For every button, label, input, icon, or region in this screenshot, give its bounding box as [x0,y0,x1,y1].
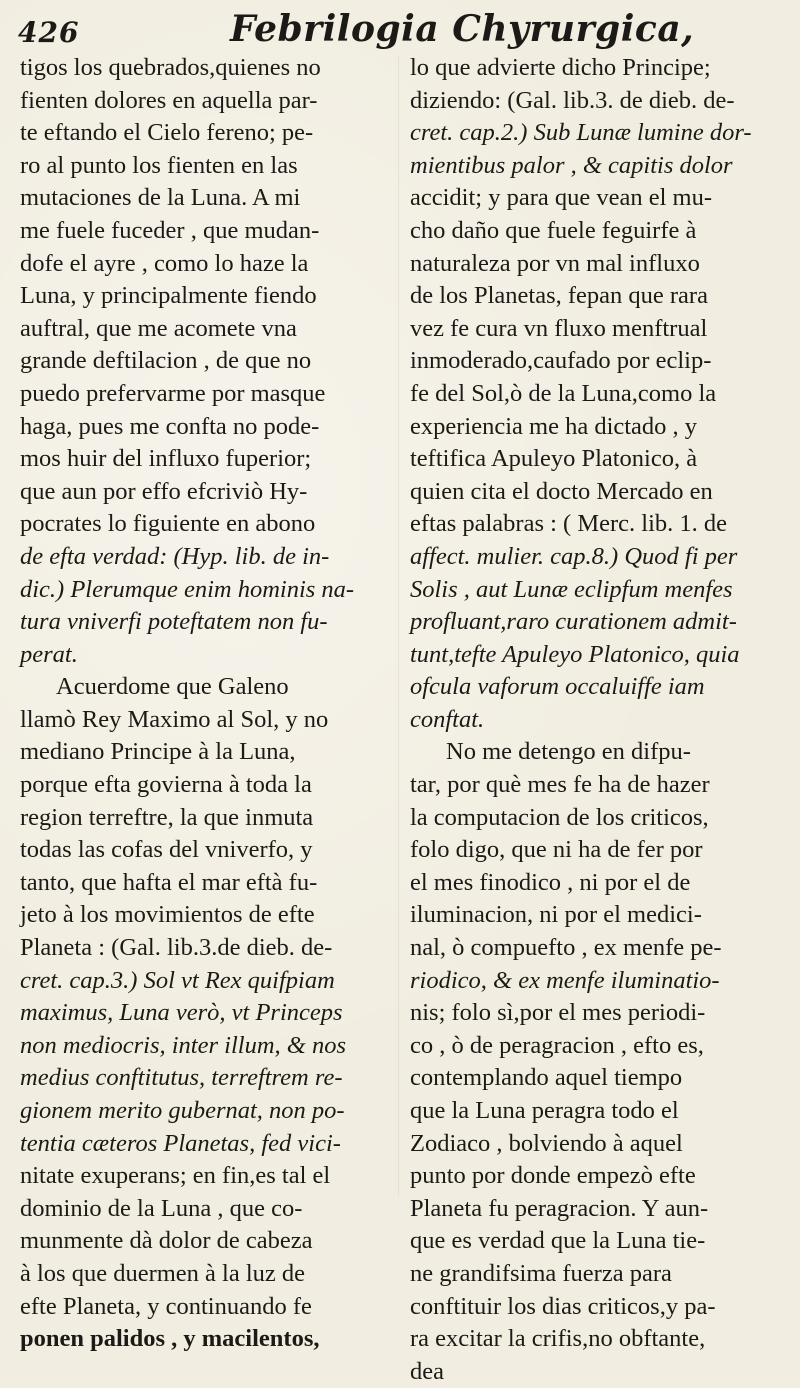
text-line: folo digo, que ni ha de fer por [410,836,703,864]
text-line: de efta verdad: (Hyp. lib. de in- [20,542,330,570]
text-line: de los Planetas, fepan que rara [410,282,708,310]
text-line: te eftando el Cielo fereno; pe- [20,119,314,147]
text-line: ne grandifsima fuerza para [410,1259,672,1287]
text-line: nal, ò compuefto , ex menfe pe- [410,934,722,962]
text-line: nis; folo sì,por el mes periodi- [410,999,706,1027]
text-line: region terreftre, la que inmuta [20,803,314,831]
text-line: auftral, que me acomete vna [20,314,297,342]
text-line: Acuerdome que Galeno [56,673,289,701]
text-line: tanto, que hafta el mar eftà fu- [20,868,318,896]
text-line: Planeta fu peragracion. Y aun- [410,1194,709,1222]
text-line: porque efta govierna à toda la [20,771,312,799]
text-line: Planeta : (Gal. lib.3.de dieb. de- [20,934,333,962]
text-line: riodico, & ex menfe iluminatio- [410,966,720,994]
text-line: la computacion de los criticos, [410,803,709,831]
text-line: dominio de la Luna , que co- [20,1194,303,1222]
text-line: tar, por què mes fe ha de hazer [410,771,710,799]
text-line: cret. cap.2.) Sub Lunæ lumine dor- [410,119,752,147]
text-line: ponen palidos , y macilentos, [20,1325,320,1353]
text-line: No me detengo en difpu- [446,738,691,766]
text-line: pocrates lo figuiente en abono [20,510,316,538]
text-line: eftas palabras : ( Merc. lib. 1. de [410,510,728,538]
text-line: mutaciones de la Luna. A mi [20,184,301,212]
text-line: nitate exuperans; en fin,es tal el [20,1162,331,1190]
text-line: experiencia me ha dictado , y [410,412,698,440]
text-line: ra excitar la crifis,no obftante, [410,1325,706,1353]
text-line: inmoderado,caufado por eclip- [410,347,712,375]
text-line: profluant,raro curationem admit- [410,608,737,636]
column-gutter [398,56,399,1196]
text-line: tunt,tefte Apuleyo Platonico, quia [410,640,740,668]
text-line: Zodiaco , bolviendo à aquel [410,1129,683,1157]
text-line: dofe el ayre , como lo haze la [20,249,309,277]
text-line: puedo prefervarme por masque [20,379,326,407]
text-line: haga, pues me confta no pode- [20,412,320,440]
text-line: conftat. [410,705,485,733]
text-line: tentia cæteros Planetas, fed vici- [20,1129,341,1157]
text-line: jeto à los movimientos de efte [20,901,315,929]
text-line: tura vniverfi poteftatem non fu- [20,608,328,636]
text-line: que la Luna peragra todo el [410,1097,679,1124]
text-line: accidit; y para que vean el mu- [410,184,713,212]
text-line: cho daño que fuele feguirfe à [410,216,697,244]
text-line: diziendo: (Gal. lib.3. de dieb. de- [410,86,735,114]
text-line: mientibus palor , & capitis dolor [410,151,733,179]
text-line: conftituir los dias criticos,y pa- [410,1292,716,1320]
text-line: munmente dà dolor de cabeza [20,1227,313,1255]
text-line: mos huir del influxo fuperior; [20,445,312,473]
text-line: grande deftilacion , de que no [20,347,312,375]
page-number: 426 [18,16,80,49]
text-line: naturaleza por vn mal influxo [410,249,700,277]
text-line: que es verdad que la Luna tie- [410,1227,706,1255]
text-line: llamò Rey Maximo al Sol, y no [20,705,329,733]
text-line: dea [410,1357,444,1385]
right-column [410,52,788,1385]
text-line: efte Planeta, y continuando fe [20,1292,312,1320]
text-line: teftifica Apuleyo Platonico, à [410,445,698,473]
text-line: me fuele fuceder , que mudan- [20,216,320,244]
text-line: que aun por effo efcriviò Hy- [20,477,308,505]
text-line: affect. mulier. cap.8.) Quod fi per [410,542,738,570]
text-line: gionem merito gubernat, non po- [20,1097,345,1124]
text-line: Solis , aut Lunæ eclipfum menfes [410,575,733,603]
text-line: el mes finodico , ni por el de [410,868,691,896]
running-head: Febrilogia Chyrurgica, [230,8,695,50]
text-line: Luna, y principalmente fiendo [20,282,317,310]
text-line: todas las cofas del vniverfo, y [20,836,313,864]
text-line: iluminacion, ni por el medici- [410,901,702,929]
text-line: medius conftitutus, terreftrem re- [20,1064,343,1092]
text-line: lo que advierte dicho Principe; [410,54,711,81]
text-line: maximus, Luna verò, vt Princeps [20,999,343,1027]
text-line: perat. [20,640,78,668]
text-line: tigos los quebrados,quienes no [20,54,321,81]
text-line: vez fe cura vn fluxo menftrual [410,314,708,342]
text-line: quien cita el docto Mercado en [410,477,713,505]
page-header [0,6,800,50]
text-line: co , ò de peragracion , efto es, [410,1031,704,1059]
left-column [20,52,396,1353]
text-line: mediano Principe à la Luna, [20,738,296,766]
text-line: fienten dolores en aquella par- [20,86,318,114]
text-line: contemplando aquel tiempo [410,1064,683,1092]
text-line: fe del Sol,ò de la Luna,como la [410,379,717,407]
text-line: cret. cap.3.) Sol vt Rex quifpiam [20,966,335,994]
text-line: dic.) Plerumque enim hominis na- [20,575,355,603]
text-line: punto por donde empezò efte [410,1162,696,1190]
text-line: ofcula vaforum occaluiffe iam [410,673,705,701]
text-line: à los que duermen à la luz de [20,1259,306,1287]
text-line: non mediocris, inter illum, & nos [20,1031,346,1059]
text-line: ro al punto los fienten en las [20,151,298,179]
